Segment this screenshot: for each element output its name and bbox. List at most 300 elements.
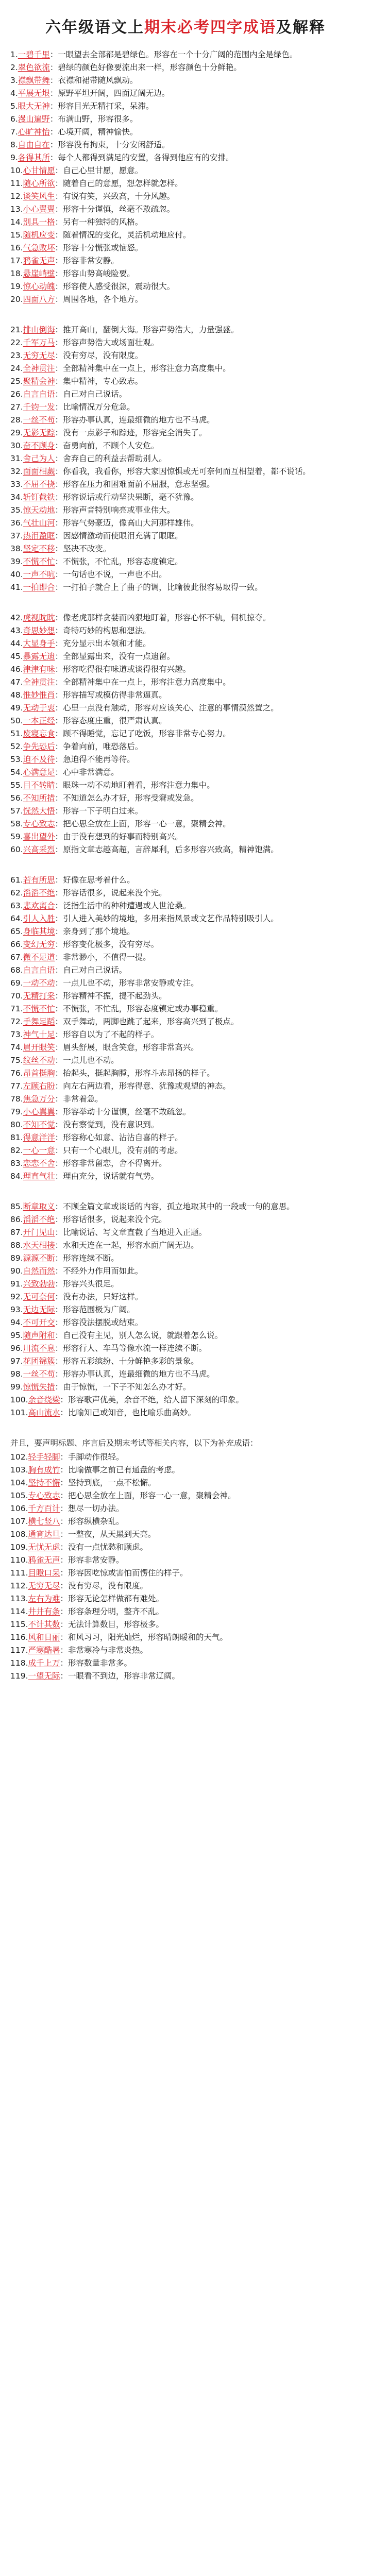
idiom-term: 严寒酷暑 [28,1646,60,1655]
entry-colon: ： [55,243,63,252]
entry-number: 50. [10,716,23,725]
idiom-entry [10,1131,361,1144]
idiom-entry [10,964,361,977]
entry-colon: ： [55,901,63,910]
entry-number: 92. [10,1292,23,1301]
idiom-term: 聚精会神 [23,377,55,386]
entry-colon: ： [55,1133,63,1142]
entry-number: 30. [10,441,23,450]
idiom-term: 开门见山 [23,1228,55,1237]
entry-colon: ： [55,1056,63,1065]
entry-number: 113. [10,1594,28,1603]
idiom-term: 悬崖峭壁 [23,269,55,278]
idiom-definition: 一点儿也不动，形容非常安静或专注。 [63,978,199,988]
idiom-definition: 一句话也不说，一声也不出。 [63,570,167,579]
entry-number: 25. [10,377,23,386]
idiom-entry [10,874,361,887]
entry-colon: ： [55,1069,63,1078]
idiom-term: 热泪盈眶 [23,531,55,540]
idiom-definition: 形容行人、车马等像水流一样连续不断。 [63,1344,207,1353]
entry-colon: ： [55,626,63,635]
idiom-entry [10,1541,361,1554]
idiom-entry [10,126,361,139]
idiom-term: 四面八方 [23,295,55,304]
entry-number: 81. [10,1133,23,1142]
idiom-entry [10,1118,361,1131]
idiom-term: 争先恐后 [23,742,55,751]
entry-colon: ： [60,1555,69,1565]
idiom-entry [10,139,361,151]
idiom-term: 无穷无尽 [28,1581,60,1590]
entry-colon: ： [60,1491,69,1500]
entry-number: 118. [10,1658,28,1668]
idiom-entry [10,1464,361,1477]
entry-number: 78. [10,1094,23,1104]
idiom-definition: 像老虎那样贪婪而凶狠地盯着，形容心怀不轨，伺机掠夺。 [63,613,271,622]
idiom-definition: 自己对自己说话。 [63,965,127,975]
idiom-definition: 你看我，我看你，形容大家因惊惧或无可奈何而互相望着，都不说话。 [63,467,311,476]
idiom-entry [10,293,361,306]
idiom-entry [10,504,361,517]
idiom-term: 废寝忘食 [23,729,55,738]
idiom-term: 排山倒海 [23,325,55,334]
entry-colon: ： [55,613,63,622]
idiom-definition: 形容办事认真，连最细微的地方也不马虎。 [63,1369,215,1379]
entry-number: 68. [10,965,23,975]
idiom-entry [10,1003,361,1015]
entry-colon: ： [49,153,58,162]
entry-number: 24. [10,364,23,373]
idiom-entry [10,1106,361,1118]
idiom-entry [10,900,361,912]
entry-colon: ： [55,665,63,674]
idiom-entry [10,818,361,831]
idiom-definition: 形容称心如意、沾沾自喜的样子。 [63,1133,183,1142]
idiom-term: 成千上万 [28,1658,60,1668]
entry-colon: ： [55,768,63,777]
idiom-term: 余音绕梁 [28,1395,60,1404]
idiom-entry [10,1252,361,1265]
idiom-definition: 形容态度庄重，很严肃认真。 [63,716,167,725]
idiom-entry [10,1355,361,1368]
idiom-definition: 向左右两边看，形容得意、犹豫或观望的神态。 [63,1081,231,1091]
entry-colon: ： [60,1620,69,1629]
entry-colon: ： [55,230,63,240]
entry-colon: ： [55,1253,63,1263]
idiom-definition: 衣襟和裙带随风飘动。 [58,76,138,85]
idiom-term: 不慌不忙 [23,557,55,566]
idiom-entry [10,887,361,900]
idiom-term: 胸有成竹 [28,1465,60,1475]
entry-number: 16. [10,243,23,252]
idiom-definition: 水和天连在一起，形容水面广阔无边。 [63,1241,199,1250]
entry-number: 12. [10,192,23,201]
entry-colon: ： [55,1266,63,1276]
entry-colon: ： [55,325,63,334]
idiom-term: 鸦雀无声 [23,256,55,265]
entry-number: 90. [10,1266,23,1276]
idiom-definition: 形容目光无精打采，呆滞。 [58,101,154,111]
idiom-definition: 理由充分，说话就有气势。 [63,1172,159,1181]
idiom-definition: 没有察觉到，没有意识到。 [63,1120,159,1129]
entry-number: 27. [10,402,23,412]
idiom-definition: 形容声势浩大或场面壮观。 [63,338,159,347]
idiom-section [10,48,361,306]
entry-colon: ： [55,441,63,450]
idiom-term: 不屈不挠 [23,480,55,489]
entry-colon: ： [60,1517,69,1526]
idiom-entry [10,663,361,676]
entry-number: 17. [10,256,23,265]
idiom-entry [10,676,361,689]
idiom-definition: 非常寒冷与非常炎热。 [68,1646,148,1655]
idiom-term: 专心致志 [28,1491,60,1500]
idiom-entry [10,1329,361,1342]
idiom-entry [10,1618,361,1631]
idiom-definition: 抬起头，挺起胸膛，形容斗志昂扬的样子。 [63,1069,215,1078]
idiom-term: 神气十足 [23,1030,55,1039]
entry-colon: ： [55,781,63,790]
idiom-entry [10,753,361,766]
entry-number: 97. [10,1357,23,1366]
entry-number: 8. [10,140,18,149]
entry-colon: ： [55,991,63,1001]
idiom-term: 坚定不移 [23,544,55,553]
idiom-entry [10,1580,361,1592]
entry-number: 14. [10,217,23,227]
entry-number: 94. [10,1318,23,1327]
idiom-term: 随心所欲 [23,179,55,188]
idiom-entry [10,543,361,555]
entry-colon: ： [60,1568,69,1578]
idiom-definition: 把心思全放在上面，形容一心一意，聚精会神。 [68,1491,236,1500]
idiom-definition: 有说有笑，兴致高，十分风趣。 [63,192,175,201]
idiom-entry [10,164,361,177]
idiom-entry [10,1041,361,1054]
idiom-definition: 舍弃自己的利益去帮助别人。 [63,454,167,463]
entry-colon: ： [55,888,63,897]
idiom-term: 襟飘带舞 [18,76,50,85]
entry-number: 3. [10,76,18,85]
entry-number: 87. [10,1228,23,1237]
idiom-definition: 形容十分谨慎，丝毫不敢疏忽。 [63,205,175,214]
entry-colon: ： [60,1607,69,1616]
idiom-definition: 形容说话或行动坚决果断，毫不犹豫。 [63,493,199,502]
idiom-entry [10,650,361,663]
idiom-definition: 形容范围极为广阔。 [63,1305,135,1314]
entry-number: 48. [10,690,23,700]
entry-colon: ： [55,364,63,373]
idiom-definition: 不经外力作用而如此。 [63,1266,143,1276]
idiom-term: 川流不息 [23,1344,55,1353]
idiom-definition: 自己没有主见，别人怎么说，就跟着怎么说。 [63,1331,223,1340]
entry-number: 76. [10,1069,23,1078]
entry-number: 111. [10,1568,28,1578]
entry-colon: ： [55,389,63,399]
idiom-entry [10,555,361,568]
section-intro: 并且，要声明标题、序言后及期末考试等相关内容，以下为补充成语： [10,1438,258,1448]
idiom-entry [10,1316,361,1329]
idiom-definition: 另有一种独特的风格。 [63,217,143,227]
idiom-definition: 无法计算数目，形容极多。 [68,1620,164,1629]
idiom-definition: 形容十分慌张或恼怒。 [63,243,143,252]
entry-number: 49. [10,703,23,713]
entry-number: 75. [10,1056,23,1065]
idiom-definition: 形容举动十分谨慎，丝毫不敢疏忽。 [63,1107,191,1116]
idiom-entry [10,1291,361,1303]
idiom-entry [10,1477,361,1489]
idiom-entry [10,843,361,856]
idiom-term: 眼大无神 [18,101,50,111]
entry-number: 38. [10,544,23,553]
idiom-definition: 形容气势豪迈，像高山大河那样雄伟。 [63,518,199,528]
idiom-term: 无可奈何 [23,1292,55,1301]
idiom-definition: 奋勇向前，不顾个人安危。 [63,441,159,450]
entry-number: 105. [10,1491,28,1500]
idiom-definition: 形容非常安静。 [63,256,119,265]
page-title [10,14,361,37]
entry-colon: ： [55,544,63,553]
idiom-term: 昂首挺胸 [23,1069,55,1078]
idiom-entry [10,203,361,216]
idiom-definition: 没有办法，只好这样。 [63,1292,143,1301]
entry-number: 53. [10,755,23,764]
entry-colon: ： [55,978,63,988]
entry-colon: ： [60,1594,69,1603]
idiom-term: 惟妙惟肖 [23,690,55,700]
idiom-entry [10,190,361,203]
idiom-definition: 形容因吃惊或害怕而愣住的样子。 [68,1568,188,1578]
idiom-term: 小心翼翼 [23,205,55,214]
entry-colon: ： [55,1017,63,1026]
entry-colon: ： [55,1081,63,1091]
idiom-definition: 比喻情况万分危急。 [63,402,135,412]
entry-number: 39. [10,557,23,566]
idiom-definition: 只有一个心眼儿，没有别的考虑。 [63,1146,183,1155]
entry-number: 98. [10,1369,23,1379]
entry-colon: ： [49,89,58,98]
entry-colon: ： [55,793,63,803]
idiom-definition: 手脚动作很轻。 [68,1452,124,1462]
idiom-section [10,612,361,856]
idiom-entry [10,805,361,818]
entry-colon: ： [55,205,63,214]
idiom-definition: 眉头舒展，眼含笑意，形容非常高兴。 [63,1043,199,1052]
idiom-term: 气急败坏 [23,243,55,252]
idiom-definition: 碧绿的颜色好像要流出来一样，形容颜色十分鲜艳。 [58,63,242,72]
idiom-entry [10,1080,361,1093]
entry-number: 67. [10,953,23,962]
idiom-entry [10,452,361,465]
idiom-definition: 集中精神，专心致志。 [63,377,143,386]
entry-number: 103. [10,1465,28,1475]
idiom-entry [10,491,361,504]
idiom-definition: 奇特巧妙的构思和想法。 [63,626,151,635]
entry-number: 60. [10,845,23,854]
idiom-sections [10,48,361,1683]
title-suffix: 及解释 [276,19,326,37]
entry-number: 47. [10,677,23,687]
idiom-entry [10,242,361,255]
idiom-definition: 形容兴头很足。 [63,1279,119,1289]
idiom-term: 一碧千里 [18,50,50,59]
idiom-entry [10,1644,361,1657]
idiom-section [10,874,361,1183]
entry-number: 45. [10,652,23,661]
idiom-term: 轻手轻脚 [28,1452,60,1462]
entry-number: 52. [10,742,23,751]
entry-number: 82. [10,1146,23,1155]
entry-number: 59. [10,832,23,841]
entry-colon: ： [55,480,63,489]
idiom-term: 自言自语 [23,965,55,975]
entry-number: 95. [10,1331,23,1340]
entry-number: 64. [10,914,23,923]
entry-colon: ： [55,652,63,661]
entry-number: 37. [10,531,23,540]
idiom-definition: 泛指生活中的种种遭遇或人世沧桑。 [63,901,191,910]
idiom-term: 悲欢离合 [23,901,55,910]
idiom-term: 眉开眼笑 [23,1043,55,1052]
idiom-definition: 形容在压力和困难面前不屈服，意志坚强。 [63,480,215,489]
entry-number: 36. [10,518,23,528]
entry-colon: ： [60,1581,69,1590]
idiom-entry [10,581,361,594]
idiom-entry [10,478,361,491]
idiom-term: 谈笑风生 [23,192,55,201]
entry-colon: ： [55,1357,63,1366]
idiom-entry [10,727,361,740]
idiom-term: 惊慌失措 [23,1382,55,1392]
idiom-definition: 一点儿也不动。 [63,1056,119,1065]
entry-colon: ： [55,1241,63,1250]
entry-number: 7. [10,127,18,137]
entry-colon: ： [55,875,63,885]
idiom-term: 一动不动 [23,978,55,988]
entry-colon: ： [55,914,63,923]
entry-number: 112. [10,1581,28,1590]
entry-number: 15. [10,230,23,240]
entry-number: 19. [10,282,23,291]
idiom-term: 无忧无虑 [28,1543,60,1552]
entry-number: 74. [10,1043,23,1052]
idiom-definition: 全部显露出来，没有一点遗留。 [63,652,175,661]
entry-number: 42. [10,613,23,622]
entry-number: 28. [10,415,23,425]
entry-number: 107. [10,1517,28,1526]
entry-number: 57. [10,806,23,816]
entry-colon: ： [60,1465,69,1475]
idiom-definition: 一整夜，从天黑到天亮。 [68,1530,156,1539]
idiom-definition: 没有穷尽，没有限度。 [68,1581,148,1590]
idiom-definition: 不慌张，不忙乱，形容态度镇定。 [63,557,183,566]
idiom-entry [10,100,361,113]
idiom-definition: 形容连续不断。 [63,1253,119,1263]
entry-number: 18. [10,269,23,278]
idiom-definition: 心境开阔，精神愉快。 [58,127,138,137]
entry-number: 58. [10,819,23,828]
entry-colon: ： [55,351,63,360]
idiom-entry [10,951,361,964]
idiom-entry [10,612,361,624]
idiom-definition: 形容没法摆脱或结束。 [63,1318,143,1327]
idiom-definition: 形容使人感受很深，震动很大。 [63,282,175,291]
entry-colon: ： [55,1369,63,1379]
entry-colon: ： [60,1478,69,1487]
idiom-term: 千军万马 [23,338,55,347]
idiom-term: 一丝不苟 [23,415,55,425]
entry-colon: ： [55,690,63,700]
idiom-entry [10,1489,361,1502]
idiom-term: 引人入胜 [23,914,55,923]
entry-number: 13. [10,205,23,214]
idiom-definition: 形容吃得很有味道或谈得很有兴趣。 [63,665,191,674]
entry-colon: ： [60,1452,69,1462]
idiom-entry [10,113,361,126]
idiom-term: 全神贯注 [23,677,55,687]
idiom-entry [10,1170,361,1183]
entry-number: 100. [10,1395,28,1404]
idiom-term: 一丝不苟 [23,1369,55,1379]
idiom-entry [10,87,361,100]
entry-number: 46. [10,665,23,674]
entry-colon: ： [55,467,63,476]
idiom-entry [10,229,361,242]
entry-colon: ： [55,845,63,854]
idiom-definition: 不顾全篇文章或谈话的内容，孤立地取其中的一段或一句的意思。 [63,1202,295,1211]
idiom-entry [10,702,361,715]
idiom-definition: 一眼望去全部都是碧绿色。形容在一个十分广阔的范围内全是绿色。 [58,50,298,59]
idiom-definition: 亲身到了那个境地。 [63,927,135,936]
idiom-definition: 全部精神集中在一点上，形容注意力高度集中。 [63,364,231,373]
idiom-term: 津津有味 [23,665,55,674]
idiom-term: 千方百计 [28,1504,60,1513]
idiom-entry [10,1670,361,1683]
idiom-term: 左顾右盼 [23,1081,55,1091]
entry-colon: ： [49,101,58,111]
idiom-definition: 把心思全放在上面，形容一心一意，聚精会神。 [63,819,231,828]
entry-colon: ： [55,1043,63,1052]
entry-number: 104. [10,1478,28,1487]
idiom-entry [10,1200,361,1213]
entry-colon: ： [55,338,63,347]
idiom-entry [10,74,361,87]
idiom-entry [10,1592,361,1605]
entry-colon: ： [55,295,63,304]
entry-number: 77. [10,1081,23,1091]
entry-number: 22. [10,338,23,347]
idiom-term: 坚持不懈 [28,1478,60,1487]
idiom-term: 变幻无穷 [23,940,55,949]
idiom-entry [10,1093,361,1106]
entry-number: 31. [10,454,23,463]
entry-number: 83. [10,1159,23,1168]
entry-colon: ： [55,428,63,437]
entry-number: 66. [10,940,23,949]
idiom-definition: 形容自以为了不起的样子。 [63,1030,159,1039]
idiom-definition: 不慌张，不忙乱，形容态度镇定或办事稳重。 [63,1004,223,1013]
idiom-entry [10,1028,361,1041]
entry-colon: ： [55,1344,63,1353]
entry-colon: ： [55,703,63,713]
idiom-term: 随机应变 [23,230,55,240]
idiom-definition: 想尽一切办法。 [68,1504,124,1513]
idiom-entry [10,912,361,925]
idiom-entry [10,689,361,702]
entry-colon: ： [60,1671,69,1681]
idiom-term: 奋不顾身 [23,441,55,450]
idiom-definition: 比喻说话、写文章直截了当地进入正题。 [63,1228,207,1237]
